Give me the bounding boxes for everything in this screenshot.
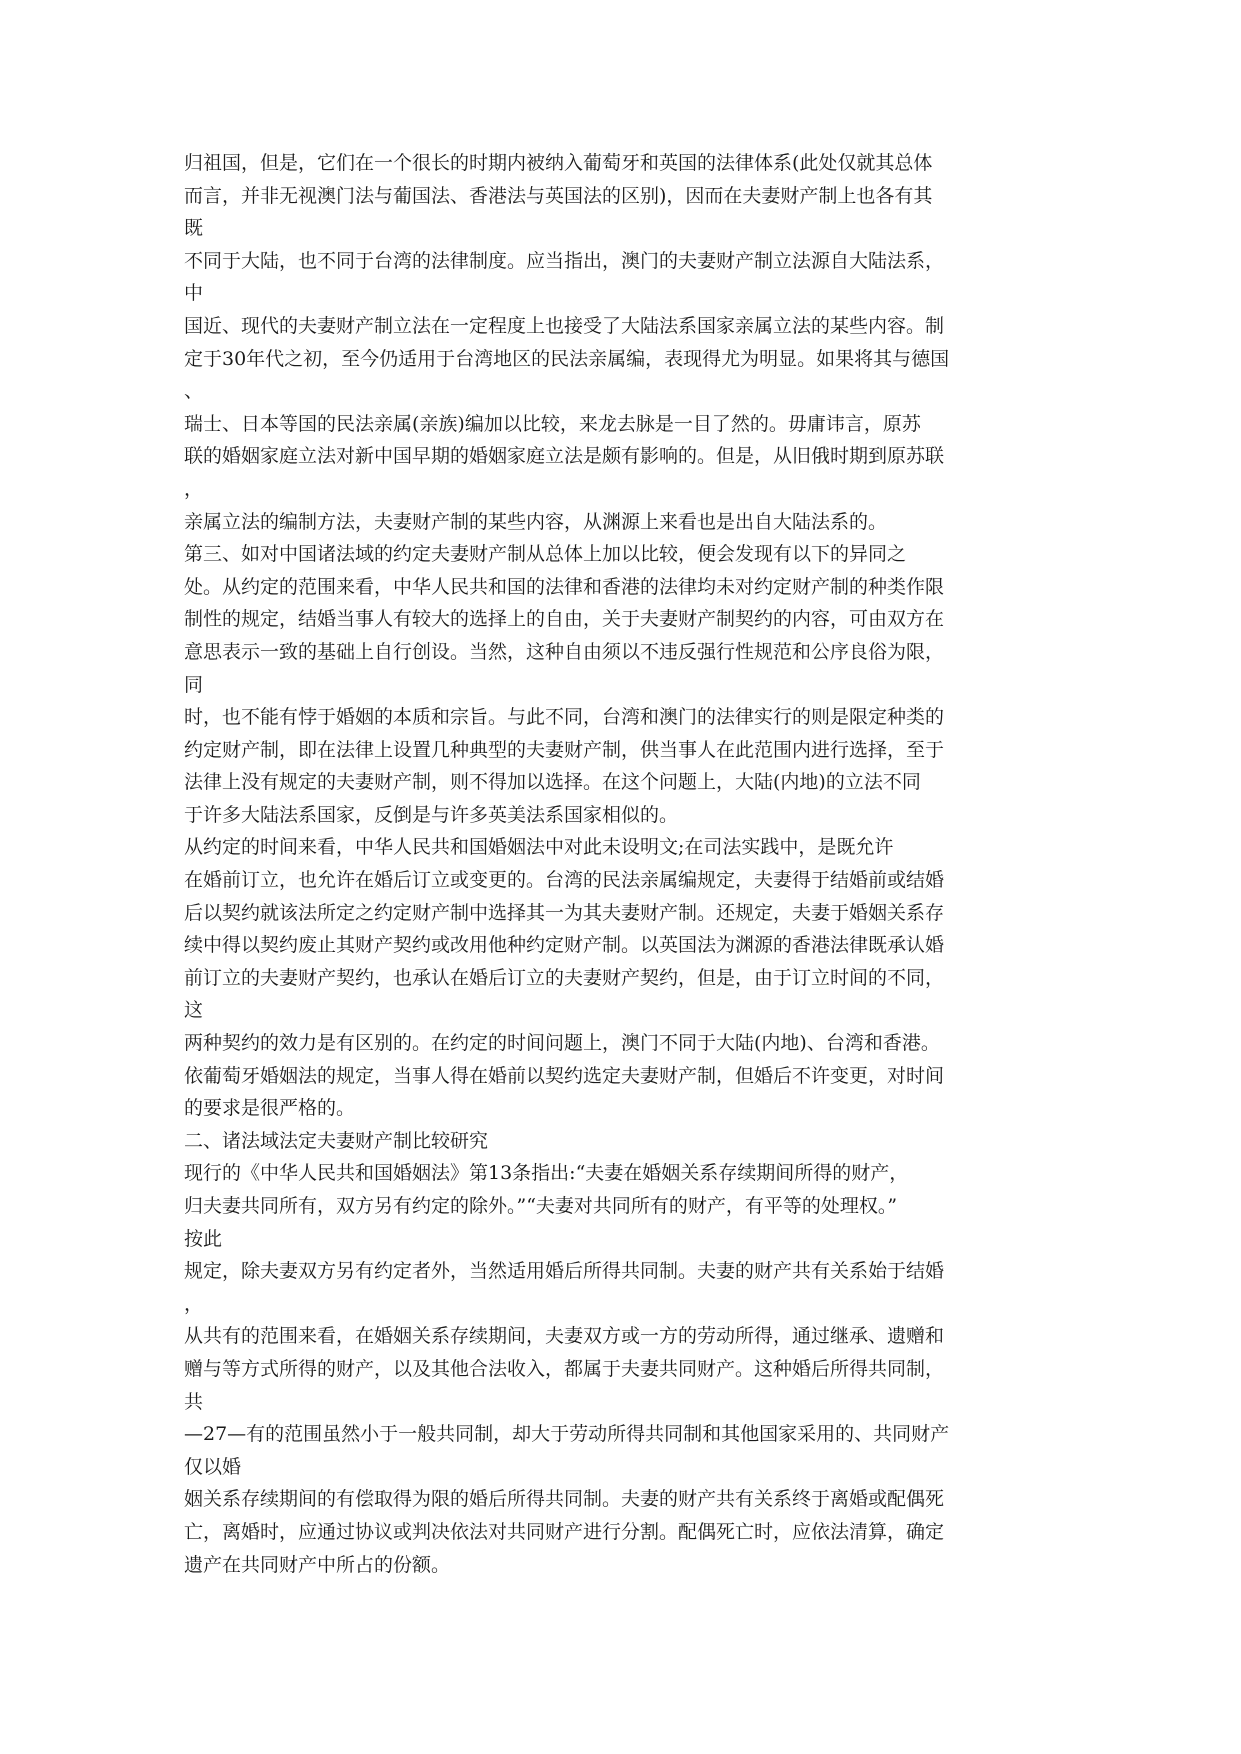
text-line: 赠与等方式所得的财产，以及其他合法收入，都属于夫妻共同财产。这种婚后所得共同制，	[184, 1357, 945, 1380]
text-line: 遗产在共同财产中所占的份额。	[184, 1553, 451, 1576]
text-line: ，	[184, 477, 204, 500]
text-line: 续中得以契约废止其财产契约或改用他种约定财产制。以英国法为渊源的香港法律既承认婚	[184, 934, 945, 957]
text-line: 依葡萄牙婚姻法的规定，当事人得在婚前以契约选定夫妻财产制，但婚后不许变更，对时间	[184, 1064, 945, 1087]
text-line: 姻关系存续期间的有偿取得为限的婚后所得共同制。夫妻的财产共有关系终于离婚或配偶死	[184, 1488, 945, 1511]
text-line: ，	[184, 1292, 204, 1315]
text-line: 、	[184, 380, 204, 403]
text-line: 于许多大陆法系国家，反倒是与许多英美法系国家相似的。	[184, 803, 679, 826]
text-line: 中	[184, 282, 204, 305]
text-line: 处。从约定的范围来看，中华人民共和国的法律和香港的法律均未对约定财产制的种类作限	[184, 575, 945, 598]
text-line: 两种契约的效力是有区别的。在约定的时间问题上，澳门不同于大陆(内地)、台湾和香港。	[184, 1032, 940, 1055]
text-line: 时，也不能有悖于婚姻的本质和宗旨。与此不同，台湾和澳门的法律实行的则是限定种类的	[184, 706, 945, 729]
body-text	[184, 147, 1064, 1581]
text-line: 法律上没有规定的夫妻财产制，则不得加以选择。在这个问题上，大陆(内地)的立法不同	[184, 771, 921, 794]
text-line: 按此	[184, 1227, 223, 1250]
text-line: 制性的规定，结婚当事人有较大的选择上的自由，关于夫妻财产制契约的内容，可由双方在	[184, 608, 945, 631]
text-line: 归夫妻共同所有，双方另有约定的除外。”“夫妻对共同所有的财产，有平等的处理权。”	[184, 1195, 898, 1217]
text-line: 规定，除夫妻双方另有约定者外，当然适用婚后所得共同制。夫妻的财产共有关系始于结婚	[184, 1260, 945, 1283]
text-line: 意思表示一致的基础上自行创设。当然，这种自由须以不违反强行性规范和公序良俗为限，	[184, 640, 945, 663]
text-line: 定于30年代之初，至今仍适用于台湾地区的民法亲属编，表现得尤为明显。如果将其与德国	[184, 347, 950, 370]
text-line: 在婚前订立，也允许在婚后订立或变更的。台湾的民法亲属编规定，夫妻得于结婚前或结婚	[184, 869, 945, 892]
text-line: 前订立的夫妻财产契约，也承认在婚后订立的夫妻财产契约，但是，由于订立时间的不同，	[184, 966, 945, 989]
text-line: 共	[184, 1390, 204, 1413]
text-line: 约定财产制，即在法律上设置几种典型的夫妻财产制，供当事人在此范围内进行选择，至于	[184, 738, 945, 761]
text-line: 瑞士、日本等国的民法亲属(亲族)编加以比较，来龙去脉是一目了然的。毋庸讳言，原苏	[184, 412, 921, 435]
text-line: 这	[184, 999, 204, 1022]
text-line: 亡，离婚时，应通过协议或判决依法对共同财产进行分割。配偶死亡时，应依法清算，确定	[184, 1520, 945, 1543]
text-line: 从共有的范围来看，在婚姻关系存续期间，夫妻双方或一方的劳动所得，通过继承、遗赠和	[184, 1325, 945, 1348]
text-line: 不同于大陆，也不同于台湾的法律制度。应当指出，澳门的夫妻财产制立法源自大陆法系，	[184, 249, 945, 272]
text-line: 现行的《中华人民共和国婚姻法》第13条指出:“夫妻在婚姻关系存续期间所得的财产，	[184, 1162, 909, 1185]
text-line: 的要求是很严格的。	[184, 1097, 356, 1120]
text-line: 仅以婚	[184, 1455, 242, 1478]
section-heading: 二、诸法域法定夫妻财产制比较研究	[184, 1129, 489, 1152]
text-line: 后以契约就该法所定之约定财产制中选择其一为其夫妻财产制。还规定，夫妻于婚姻关系存	[184, 901, 945, 924]
text-line: 亲属立法的编制方法，夫妻财产制的某些内容，从渊源上来看也是出自大陆法系的。	[184, 510, 888, 533]
text-line: 从约定的时间来看，中华人民共和国婚姻法中对此未设明文;在司法实践中，是既允许	[184, 836, 894, 859]
text-line: 既	[184, 217, 204, 240]
text-line: 第三、如对中国诸法域的约定夫妻财产制从总体上加以比较，便会发现有以下的异同之	[184, 543, 907, 566]
text-line: 国近、现代的夫妻财产制立法在一定程度上也接受了大陆法系国家亲属立法的某些内容。制	[184, 314, 945, 337]
text-line: 而言，并非无视澳门法与葡国法、香港法与英国法的区别)，因而在夫妻财产制上也各有其	[184, 184, 933, 207]
text-line: 归祖国，但是，它们在一个很长的时期内被纳入葡萄牙和英国的法律体系(此处仅就其总体	[184, 152, 933, 174]
text-line-with-page-number: —27—有的范围虽然小于一般共同制，却大于劳动所得共同制和其他国家采用的、共同财产	[184, 1423, 950, 1446]
text-line: 同	[184, 673, 204, 696]
text-line: 联的婚姻家庭立法对新中国早期的婚姻家庭立法是颇有影响的。但是，从旧俄时期到原苏联	[184, 445, 945, 468]
